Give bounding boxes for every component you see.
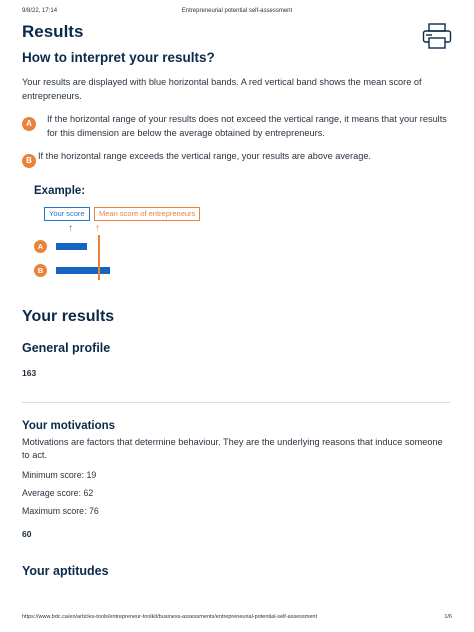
interpret-intro: Your results are displayed with blue horizontal bands. A red vertical band shows the mean score of entrepreneurs. [22, 77, 422, 101]
motivations-score: 60 [22, 528, 32, 539]
your-results-heading: Your results [22, 307, 115, 325]
page-title: Results [22, 22, 84, 41]
example-bar-a [56, 243, 87, 250]
example-bar-b [56, 267, 110, 274]
general-profile-title: General profile [22, 340, 111, 355]
bullet-a-text: If the horizontal range of your results does not exceed the vertical range, it means that your results for this dimension are below the average obtained by entrepreneurs. [47, 114, 447, 138]
print-footer [22, 614, 452, 626]
badge-b: B [22, 154, 36, 168]
interpret-bullet-a [22, 113, 452, 140]
example-illustration [22, 204, 452, 284]
page-number: 1/6 [444, 614, 452, 620]
motivations-maximum: Maximum score: 76 [22, 505, 99, 516]
divider [22, 402, 450, 403]
example-title: Example: [34, 184, 86, 197]
arrow-up-icon: ↑ [68, 222, 73, 234]
print-page-title: Entrepreneurial potential self-assessment [181, 8, 293, 14]
main-content [22, 18, 452, 579]
interpret-heading: How to interpret your results? [22, 50, 215, 65]
bullet-b-text: If the horizontal range exceeds the vertical range, your results are above average. [38, 151, 371, 161]
example-badge-b: B [34, 264, 47, 277]
print-url: https://www.bdc.ca/en/articles-tools/entrepreneur-toolkit/business-assessments/entrepreneurial-potential-self-assessment [22, 614, 317, 620]
example-badge-a: A [34, 240, 47, 253]
print-date: 9/8/22, 17:14 [22, 8, 58, 14]
mean-line [98, 235, 100, 280]
general-profile-score: 163 [22, 367, 37, 378]
motivations-average: Average score: 62 [22, 487, 94, 498]
badge-a: A [22, 117, 36, 131]
motivations-description: Motivations are factors that determine behaviour. They are the underlying reasons that induce someone to act. [22, 436, 443, 460]
arrow-up-icon: ↑ [95, 222, 100, 234]
motivations-title: Your motivations [22, 419, 116, 432]
mean-score-label: Mean score of entrepreneurs [94, 207, 200, 221]
interpret-bullet-b [22, 150, 452, 164]
motivations-minimum: Minimum score: 19 [22, 469, 97, 480]
printer-icon[interactable] [422, 23, 452, 49]
your-score-label: Your score [44, 207, 90, 221]
aptitudes-title: Your aptitudes [22, 563, 109, 578]
